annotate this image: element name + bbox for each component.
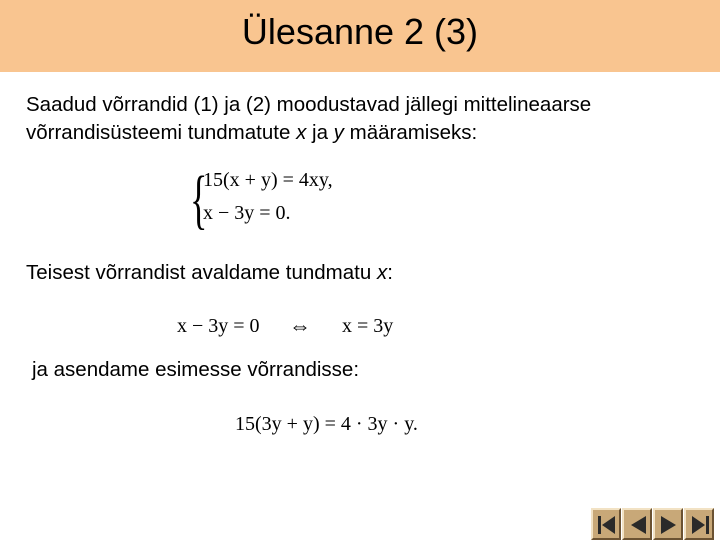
equivalence-symbol: ⇔: [289, 313, 311, 338]
step-equation-left: x − 3y = 0: [177, 315, 260, 337]
intro-var-x: x: [296, 121, 307, 144]
triangle-right-icon: [657, 513, 681, 537]
paragraph-intro-line2: [26, 120, 477, 146]
intro-text-c: määramiseks:: [343, 121, 478, 144]
paragraph-substitute: ja asendame esimesse võrrandisse:: [32, 358, 360, 381]
skip-back-icon: [595, 513, 619, 537]
previous-slide-button[interactable]: [622, 508, 652, 540]
intro-text-b: ja: [306, 121, 334, 144]
system-brace: {: [190, 163, 208, 236]
slide-title: Ülesanne 2 (3): [241, 11, 479, 52]
step-equation-right: x = 3y: [342, 315, 394, 337]
triangle-left-icon: [626, 513, 650, 537]
paragraph-intro-line1: Saadud võrrandid (1) ja (2) moodustavad jällegi mittelineaarse: [26, 93, 592, 116]
first-slide-button[interactable]: [591, 508, 621, 540]
last-slide-button[interactable]: [684, 508, 714, 540]
substitution-equation: 15(3y + y) = 4 · 3y · y.: [235, 413, 418, 435]
paragraph-express-x: [26, 260, 393, 286]
express-var-x: x: [376, 261, 388, 284]
express-text-a: Teisest võrrandist avaldame tundmatu: [26, 261, 377, 284]
intro-text-a: võrrandisüsteemi tundmatute: [26, 121, 297, 144]
next-slide-button[interactable]: [653, 508, 683, 540]
system-equation-1: 15(x + y) = 4xy,: [203, 169, 333, 191]
system-equation-2: x − 3y = 0.: [203, 202, 291, 224]
intro-var-y: y: [333, 121, 344, 144]
skip-forward-icon: [688, 513, 712, 537]
express-text-b: :: [387, 261, 393, 284]
